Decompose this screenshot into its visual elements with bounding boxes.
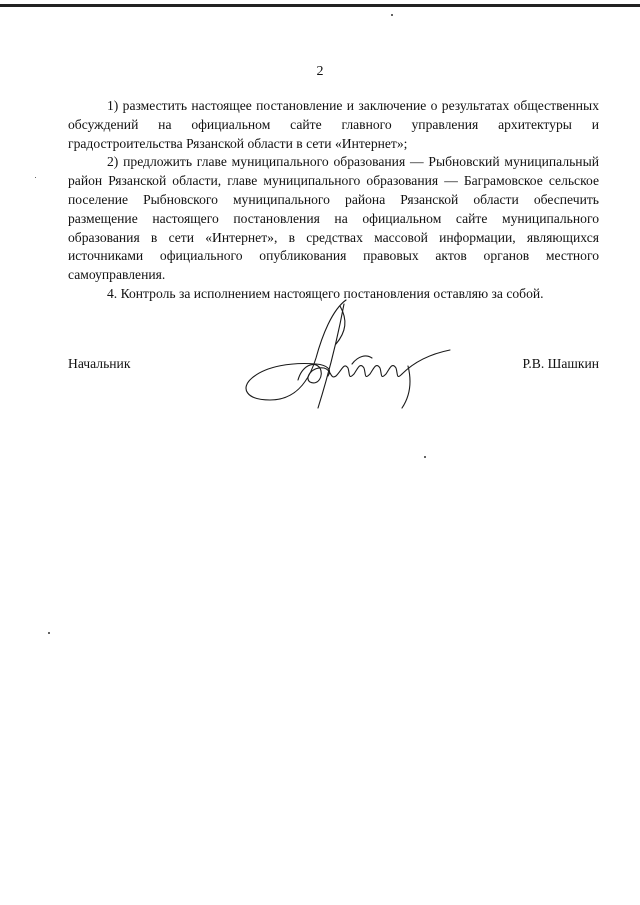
signatory-name: Р.В. Шашкин <box>522 356 599 371</box>
paragraph-control: 4. Контроль за исполнением настоящего постановления оставляю за собой. <box>107 285 544 301</box>
paragraph-item-1: 1) разместить настоящее постановление и заключение о результатах общественных обсуждений на официальном сайте главного управления архитектуры и градостроительства Рязанской области в сети «Интернет»; <box>68 98 599 151</box>
signatory-title: Начальник <box>68 356 131 371</box>
top-scan-border <box>0 4 640 7</box>
scan-speck <box>35 177 36 178</box>
paragraph-item-2: 2) предложить главе муниципального образования — Рыбновский муниципальный район Рязанской области, главе муниципального образования — Баграмовское сельское поселение Рыбновского муниципального района Рязанской области обеспечить размещение настоящего постановления на официальном сайте муниципального образования в сети «Интернет», в средствах массовой информации, являющихся источниками официального опубликования правовых актов органов местного самоуправления. <box>68 154 599 283</box>
handwritten-signature <box>232 296 472 424</box>
document-body <box>68 97 599 304</box>
scan-speck <box>391 14 393 16</box>
page-number: 2 <box>316 64 324 79</box>
scan-speck <box>48 632 50 634</box>
scan-speck <box>424 456 426 458</box>
